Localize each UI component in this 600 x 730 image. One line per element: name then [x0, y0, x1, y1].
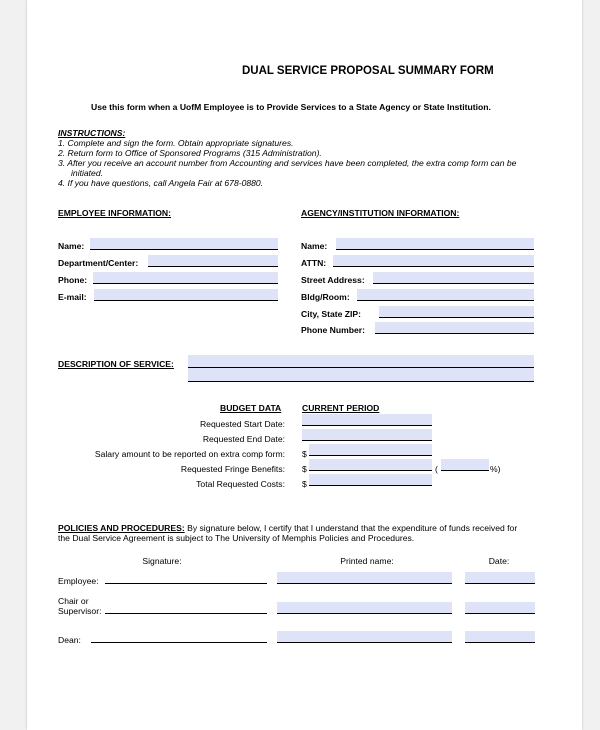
total-costs-label: Total Requested Costs:	[196, 479, 285, 489]
fringe-pct-open: (	[435, 464, 438, 474]
fringe-label: Requested Fringe Benefits:	[180, 464, 285, 474]
fringe-pct-close: %)	[490, 464, 501, 474]
date-column-header: Date:	[488, 556, 510, 566]
salary-field[interactable]	[309, 444, 432, 456]
agency-city-label: City, State ZIP:	[301, 309, 362, 319]
employee-signature-label: Employee:	[58, 576, 99, 586]
policies-text-line2: the Dual Service Agreement is subject to The University of Memphis Policies and Procedures.	[58, 533, 415, 543]
agency-name-field[interactable]	[336, 238, 534, 250]
printed-name-column-header: Printed name:	[340, 556, 394, 566]
agency-name-label: Name:	[301, 241, 328, 251]
policies-text: By signature below, I certify that I understand that the expenditure of funds received for	[184, 523, 518, 533]
instruction-item: 2. Return form to Office of Sponsored Programs (315 Administration).	[58, 148, 322, 158]
end-date-field[interactable]	[302, 429, 432, 441]
employee-info-heading: EMPLOYEE INFORMATION:	[58, 208, 171, 218]
dean-signature-line[interactable]	[91, 642, 267, 643]
employee-signature-line[interactable]	[105, 583, 267, 584]
total-costs-field[interactable]	[309, 474, 432, 486]
signature-column-header: Signature:	[142, 556, 182, 566]
policies-heading: POLICIES AND PROCEDURES:	[58, 523, 185, 533]
salary-currency: $	[302, 449, 307, 459]
instructions-heading: INSTRUCTIONS:	[58, 128, 126, 138]
dean-printed-name-field[interactable]	[277, 631, 452, 643]
form-title: DUAL SERVICE PROPOSAL SUMMARY FORM	[242, 65, 494, 77]
service-description-label: DESCRIPTION OF SERVICE:	[58, 359, 174, 369]
agency-phone-field[interactable]	[375, 322, 534, 334]
service-description-field[interactable]	[188, 355, 534, 382]
employee-email-field[interactable]	[94, 289, 278, 301]
instruction-item: 4. If you have questions, call Angela Fair at 678-0880.	[58, 178, 264, 188]
form-page	[27, 0, 582, 730]
agency-city-field[interactable]	[379, 306, 534, 318]
dean-label: Dean:	[58, 635, 81, 645]
fringe-field[interactable]	[309, 459, 432, 471]
fringe-percent-field[interactable]	[441, 459, 489, 471]
supervisor-printed-name-field[interactable]	[277, 602, 452, 614]
employee-name-field[interactable]	[90, 238, 278, 250]
agency-info-heading: AGENCY/INSTITUTION INFORMATION:	[301, 208, 460, 218]
employee-date-field[interactable]	[465, 572, 535, 584]
fringe-currency: $	[302, 464, 307, 474]
employee-name-label: Name:	[58, 241, 85, 251]
employee-email-label: E-mail:	[58, 292, 87, 302]
instruction-item: 1. Complete and sign the form. Obtain appropriate signatures.	[58, 138, 294, 148]
agency-bldg-label: Bldg/Room:	[301, 292, 350, 302]
budget-heading: BUDGET DATA	[220, 403, 282, 413]
dean-date-field[interactable]	[465, 631, 535, 643]
start-date-label: Requested Start Date:	[199, 419, 285, 429]
instruction-item: initiated.	[71, 168, 104, 178]
intro-text: Use this form when a UofM Employee is to Provide Services to a State Agency or State Institution.	[91, 102, 491, 112]
total-currency: $	[302, 479, 307, 489]
agency-attn-label: ATTN:	[301, 258, 327, 268]
agency-bldg-field[interactable]	[357, 289, 534, 301]
chair-label: Chair or	[58, 596, 89, 606]
end-date-label: Requested End Date:	[202, 434, 285, 444]
employee-phone-label: Phone:	[58, 275, 88, 285]
supervisor-label: Supervisor:	[58, 606, 102, 616]
supervisor-date-field[interactable]	[465, 602, 535, 614]
employee-phone-field[interactable]	[93, 272, 278, 284]
agency-attn-field[interactable]	[333, 255, 534, 267]
employee-printed-name-field[interactable]	[277, 572, 452, 584]
employee-dept-field[interactable]	[148, 255, 278, 267]
current-period-heading: CURRENT PERIOD	[302, 403, 380, 413]
start-date-field[interactable]	[302, 414, 432, 426]
service-description-line	[188, 367, 534, 368]
employee-dept-label: Department/Center:	[58, 258, 139, 268]
agency-phone-label: Phone Number:	[301, 325, 365, 335]
agency-street-field[interactable]	[373, 272, 534, 284]
salary-label: Salary amount to be reported on extra comp form:	[94, 449, 285, 459]
policies-text-line1	[58, 523, 517, 533]
instruction-item: 3. After you receive an account number from Accounting and services have been completed, the extra comp form can be	[58, 158, 517, 168]
supervisor-signature-line[interactable]	[105, 613, 267, 614]
agency-street-label: Street Address:	[301, 275, 365, 285]
